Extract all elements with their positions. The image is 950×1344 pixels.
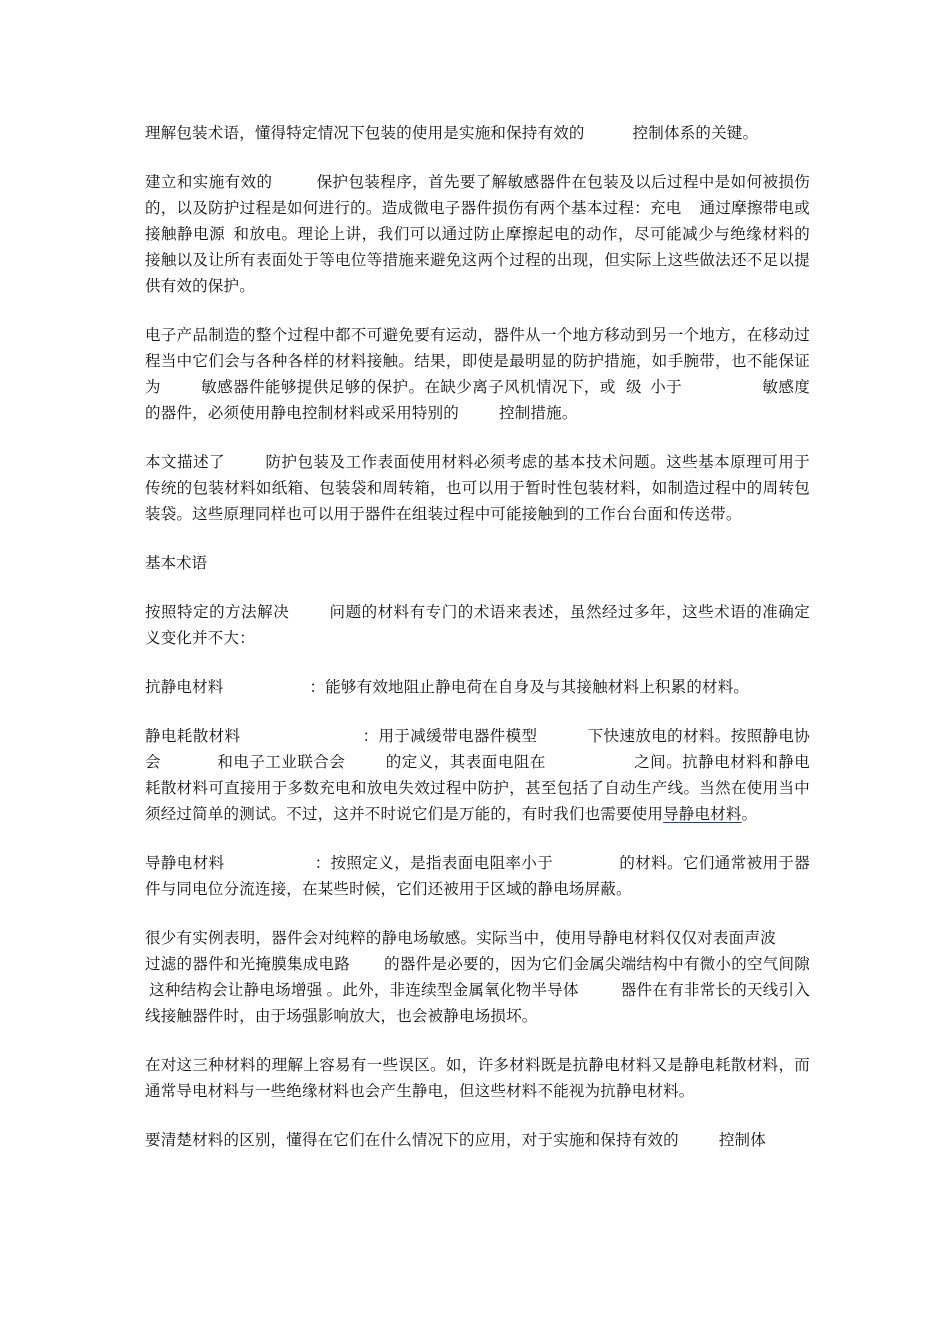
text: 保护包装程序，首先要了解敏感器件在包装及以后过程中是如何被损伤的，以及防护过程是如何进行的。造成微电子器件损伤有两个基本过程：充电: [145, 173, 810, 217]
text: 这种结构会让静电场增强: [149, 981, 323, 999]
conductive-material-link[interactable]: 导静电材料: [663, 805, 742, 823]
term-conductive: 导静电材料: [145, 854, 225, 872]
text: 本文描述了: [145, 453, 226, 471]
text: 的材料。它们通常被用于器件与同电位分流连接，在某些时候，它们还被用于区域的静电场屏蔽。: [145, 854, 810, 898]
text: 电子产品制造的整个过程中都不可避免要有运动，器件从一个地方移动到另一个地方，在移动过程当中它们会与各种各样的材料接触。结果，即使是最明显的防护措施，如手腕带，也不能保证为: [145, 326, 810, 396]
paragraph-9: [145, 925, 810, 1029]
section-heading: 基本术语: [145, 554, 208, 572]
document-body: [145, 120, 810, 1176]
text: 建立和实施有效的: [145, 173, 273, 191]
text: 控制体系的关键。: [632, 124, 759, 142]
term-antistatic: 抗静电材料: [145, 678, 224, 696]
text: 控制体: [718, 1131, 766, 1149]
text: 过滤的器件和光掩膜集成电路: [145, 955, 351, 973]
text: 。: [741, 805, 758, 823]
text: 小于: [650, 378, 683, 396]
text: 器件在有非常长的天线引入线接触器件时，由于场强影响放大，也会被静电场损坏。: [145, 981, 811, 1025]
text: 的器件是必要的，因为它们金属尖端结构中有微小的空气间隙: [384, 955, 810, 973]
text: 要清楚材料的区别，懂得在它们在什么情况下的应用，对于实施和保持有效的: [145, 1131, 679, 1149]
text: 防护包装及工作表面使用材料必须考虑的基本技术问题。这些基本原理可用于传统的包装材料如纸箱、包装袋和周转箱，也可以用于暂时性包装材料，如制造过程中的周转包装袋。这些原理同样也可以用于器件在组装过程中可能接触到的工作台台面和传送带。: [145, 453, 810, 523]
text: 在对这三种材料的理解上容易有一些误区。如，许多材料既是抗静电材料又是静电耗散材料，而通常导电材料与一些绝缘材料也会产生静电，但这些材料不能视为抗静电材料。: [145, 1056, 810, 1100]
paragraph-4: [145, 449, 810, 527]
text: 敏感度的器件，必须使用静电控制材料或采用特别的: [145, 378, 810, 422]
text: 级: [625, 378, 643, 396]
paragraph-7: [145, 723, 810, 827]
text: ：能够有效地阻止静电荷在自身及与其接触材料上积累的材料。: [309, 678, 750, 696]
text: 很少有实例表明，器件会对纯粹的静电场敏感。实际当中，使用导静电材料仅仅对表面声波: [145, 929, 776, 947]
text: ：用于减缓带电器件模型: [362, 727, 538, 745]
text: 下快速放电的材料。按照静电协会: [145, 727, 811, 771]
text: 的定义，其表面电阻在: [385, 753, 546, 771]
text: 和放电。理论上讲，我们可以通过防止摩擦起电的动作，尽可能减少与绝缘材料的接触以及让所有表面处于等电位等措施来避免这两个过程的出现，但实际上这些做法还不足以提供有效的保护。: [145, 225, 810, 295]
text: 按照特定的方法解决: [145, 603, 290, 621]
text: 控制措施。: [499, 404, 578, 422]
text: 。此外，非连续型金属氧化物半导体: [326, 981, 579, 999]
term-dissipative: 静电耗散材料: [145, 727, 241, 745]
text: 之间。抗静电材料和静电耗散材料可直接用于多数充电和放电失效过程中防护，甚至包括了自动生产线。当然在使用当中须经过简单的测试。不过，这并不时说它们是万能的，有时我们也需要使用: [145, 753, 810, 823]
text: 问题的材料有专门的术语来表述，虽然经过多年，这些术语的准确定义变化并不大：: [145, 603, 810, 647]
paragraph-6: [145, 674, 810, 700]
paragraph-1: [145, 120, 810, 146]
text: ：按照定义，是指表面电阻率小于: [314, 854, 554, 872]
paragraph-5: [145, 599, 810, 651]
text: 通过摩擦带电或接触静电源: [145, 199, 810, 243]
paragraph-10: [145, 1052, 810, 1104]
text: 和电子工业联合会: [217, 753, 346, 771]
paragraph-11: [145, 1127, 810, 1153]
text: 敏感器件能够提供足够的保护。在缺少离子风机情况下，或: [200, 378, 616, 396]
paragraph-3: [145, 322, 810, 426]
paragraph-2: [145, 169, 810, 299]
paragraph-8: [145, 850, 810, 902]
text: 理解包装术语，懂得特定情况下包装的使用是实施和保持有效的: [145, 124, 585, 142]
